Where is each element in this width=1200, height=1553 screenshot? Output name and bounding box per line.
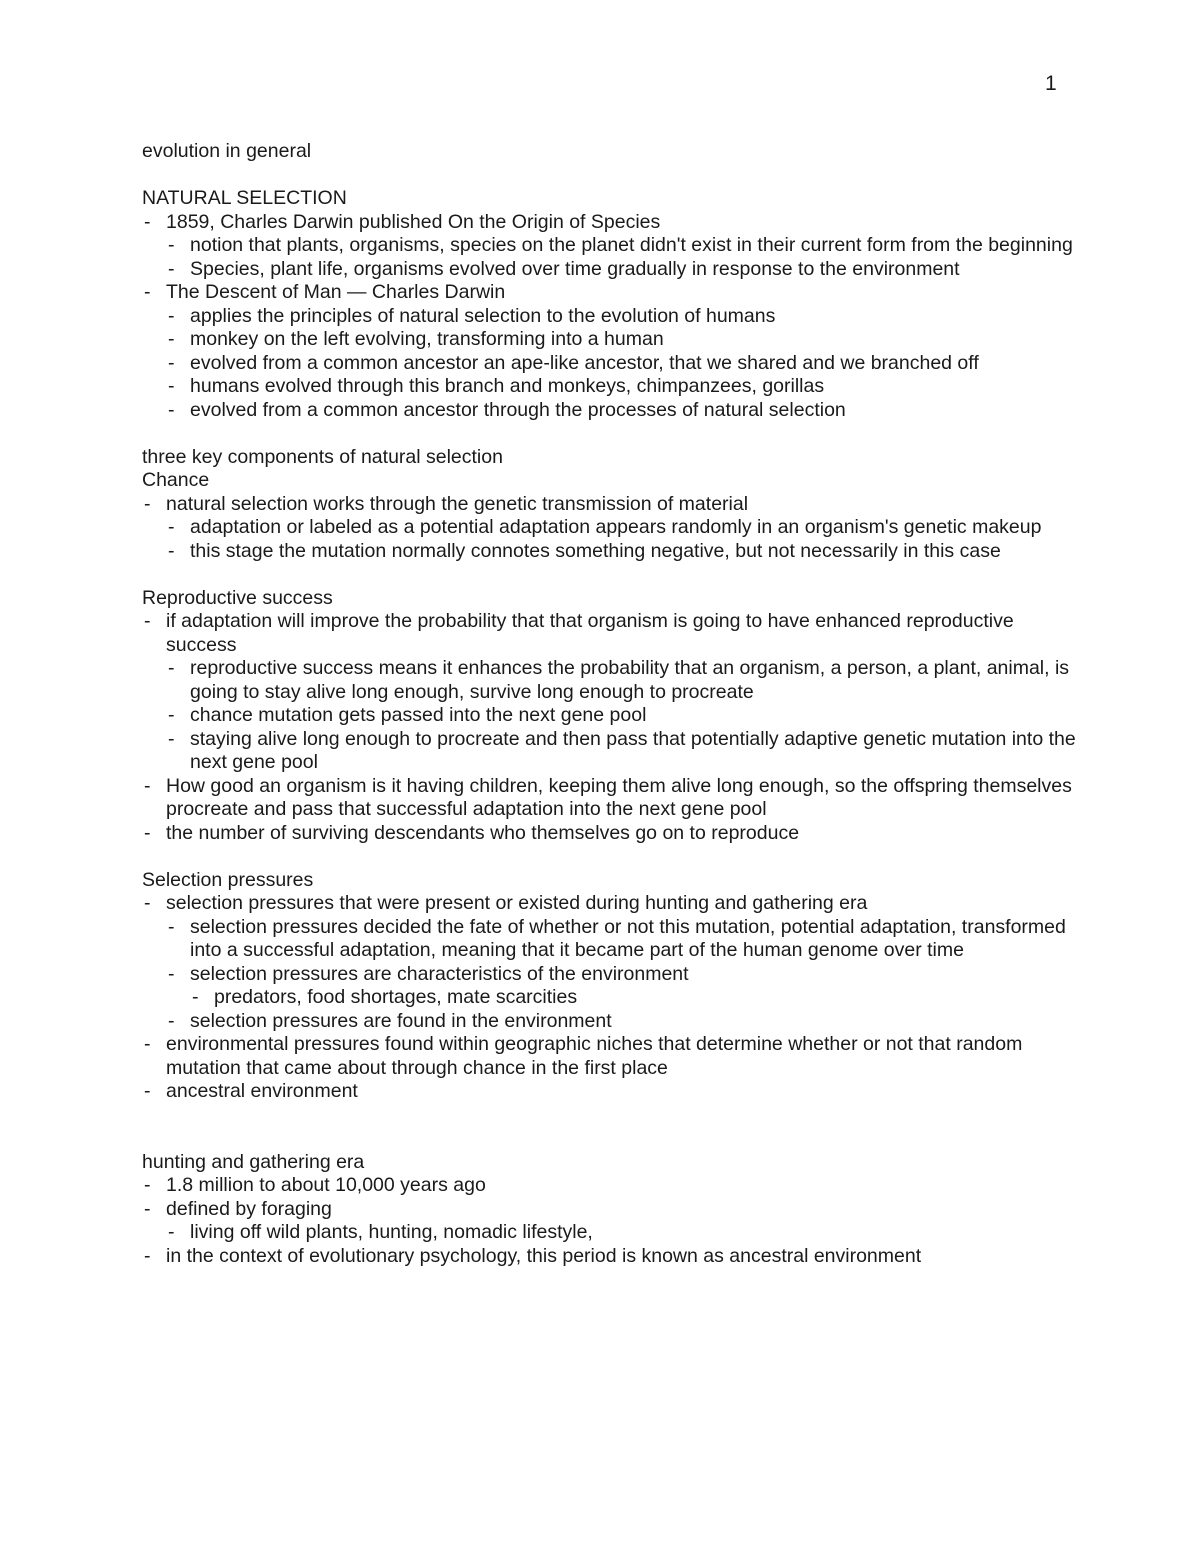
list-item — [142, 822, 1082, 846]
list-item-text: notion that plants, organisms, species on the planet didn't exist in their current form from the beginning — [190, 234, 1073, 256]
section-subheading: Chance — [142, 469, 210, 491]
list-item-text: selection pressures decided the fate of whether or not this mutation, potential adaptation, transformed into a successful adaptation, meaning that it became part of the human genome over time — [190, 915, 1066, 961]
list-item — [166, 657, 1082, 704]
bullet-list-level-2 — [166, 516, 1082, 563]
list-item-text: this stage the mutation normally connotes something negative, but not necessarily in this case — [190, 539, 1001, 562]
list-item — [166, 704, 1082, 728]
list-item-text: The Descent of Man — Charles Darwin — [166, 281, 506, 303]
bullet-list-level-2 — [166, 916, 1082, 1034]
list-item — [166, 305, 1082, 329]
list-item — [166, 258, 1082, 282]
list-item-text: reproductive success means it enhances the probability that an organism, a person, a plant, animal, is going to stay alive long enough, survive long enough to procreate — [190, 657, 1070, 703]
list-item — [166, 1010, 1082, 1034]
list-item — [142, 493, 1082, 564]
list-item-text: living off wild plants, hunting, nomadic lifestyle, — [190, 1221, 593, 1243]
list-item-text: adaptation or labeled as a potential adaptation appears randomly in an organism's genetic makeup — [190, 516, 1042, 538]
list-item — [142, 1080, 1082, 1104]
list-item — [166, 234, 1082, 258]
list-item-text: selection pressures are characteristics of the environment — [190, 962, 689, 985]
list-item-text: How good an organism is it having children, keeping them alive long enough, so the offspring themselves procreate and pass that successful adaptation into the next gene pool — [166, 774, 1072, 820]
list-item-text: predators, food shortages, mate scarcities — [214, 986, 578, 1008]
list-item — [166, 728, 1082, 775]
section-heading: NATURAL SELECTION — [142, 187, 347, 209]
list-item-text: the number of surviving descendants who themselves go on to reproduce — [166, 821, 800, 844]
list-item — [142, 1245, 1082, 1269]
list-item-text: selection pressures that were present or existed during hunting and gathering era — [166, 892, 868, 914]
list-item — [142, 211, 1082, 282]
list-item — [166, 516, 1082, 540]
spacer — [142, 1104, 1082, 1151]
list-item-text: chance mutation gets passed into the next gene pool — [190, 704, 647, 726]
list-item — [166, 540, 1082, 564]
page-number: 1 — [1045, 72, 1057, 95]
sections-container — [142, 187, 1082, 1268]
bullet-list-level-2 — [166, 657, 1082, 775]
list-item-text: 1.8 million to about 10,000 years ago — [166, 1174, 486, 1196]
list-item — [142, 281, 1082, 422]
bullet-list-level-2 — [166, 1221, 1082, 1245]
list-item-text: evolved from a common ancestor through the processes of natural selection — [190, 398, 846, 421]
list-item-text: 1859, Charles Darwin published On the Origin of Species — [166, 210, 661, 233]
document-title: evolution in general — [142, 140, 312, 162]
list-item-text: environmental pressures found within geographic niches that determine whether or not that random mutation that came about through chance in the first place — [166, 1033, 1023, 1079]
list-item-text: monkey on the left evolving, transforming into a human — [190, 328, 664, 350]
bullet-list-level-1 — [142, 892, 1082, 1104]
list-item — [142, 775, 1082, 822]
list-item-text: natural selection works through the genetic transmission of material — [166, 492, 749, 515]
list-item-text: evolved from a common ancestor an ape-like ancestor, that we shared and we branched off — [190, 351, 979, 374]
list-item — [142, 1033, 1082, 1080]
list-item-text: applies the principles of natural selection to the evolution of humans — [190, 304, 776, 327]
bullet-list-level-1 — [142, 1174, 1082, 1268]
list-item-text: defined by foraging — [166, 1197, 332, 1220]
bullet-list-level-2 — [166, 234, 1082, 281]
bullet-list-level-1 — [142, 610, 1082, 845]
list-item-text: if adaptation will improve the probability that that organism is going to have enhanced reproductive success — [166, 610, 1014, 656]
list-item-text: selection pressures are found in the environment — [190, 1009, 612, 1032]
list-item-text: humans evolved through this branch and monkeys, chimpanzees, gorillas — [190, 375, 825, 397]
list-item-text: in the context of evolutionary psychology, this period is known as ancestral environment — [166, 1244, 922, 1267]
list-item — [166, 375, 1082, 399]
section-heading: Selection pressures — [142, 868, 314, 891]
spacer — [142, 563, 1082, 587]
section-heading: three key components of natural selection — [142, 445, 503, 468]
list-item — [142, 1198, 1082, 1245]
list-item — [166, 963, 1082, 1010]
list-item — [166, 352, 1082, 376]
list-item — [166, 399, 1082, 423]
list-item — [166, 1221, 1082, 1245]
bullet-list-level-2 — [166, 305, 1082, 423]
list-item-text: Species, plant life, organisms evolved over time gradually in response to the environment — [190, 257, 960, 280]
spacer — [142, 164, 1082, 188]
list-item — [142, 892, 1082, 1033]
bullet-list-level-1 — [142, 493, 1082, 564]
list-item-text: ancestral environment — [166, 1080, 358, 1102]
list-item — [190, 986, 1082, 1010]
list-item — [166, 328, 1082, 352]
section-heading: hunting and gathering era — [142, 1150, 365, 1173]
list-item — [142, 610, 1082, 775]
document-body — [142, 140, 1082, 1268]
section-heading: Reproductive success — [142, 586, 333, 609]
bullet-list-level-3 — [190, 986, 1082, 1010]
list-item — [166, 916, 1082, 963]
list-item-text: staying alive long enough to procreate and then pass that potentially adaptive genetic mutation into the next gene pool — [190, 727, 1076, 773]
spacer — [142, 845, 1082, 869]
bullet-list-level-1 — [142, 211, 1082, 423]
spacer — [142, 422, 1082, 446]
list-item — [142, 1174, 1082, 1198]
